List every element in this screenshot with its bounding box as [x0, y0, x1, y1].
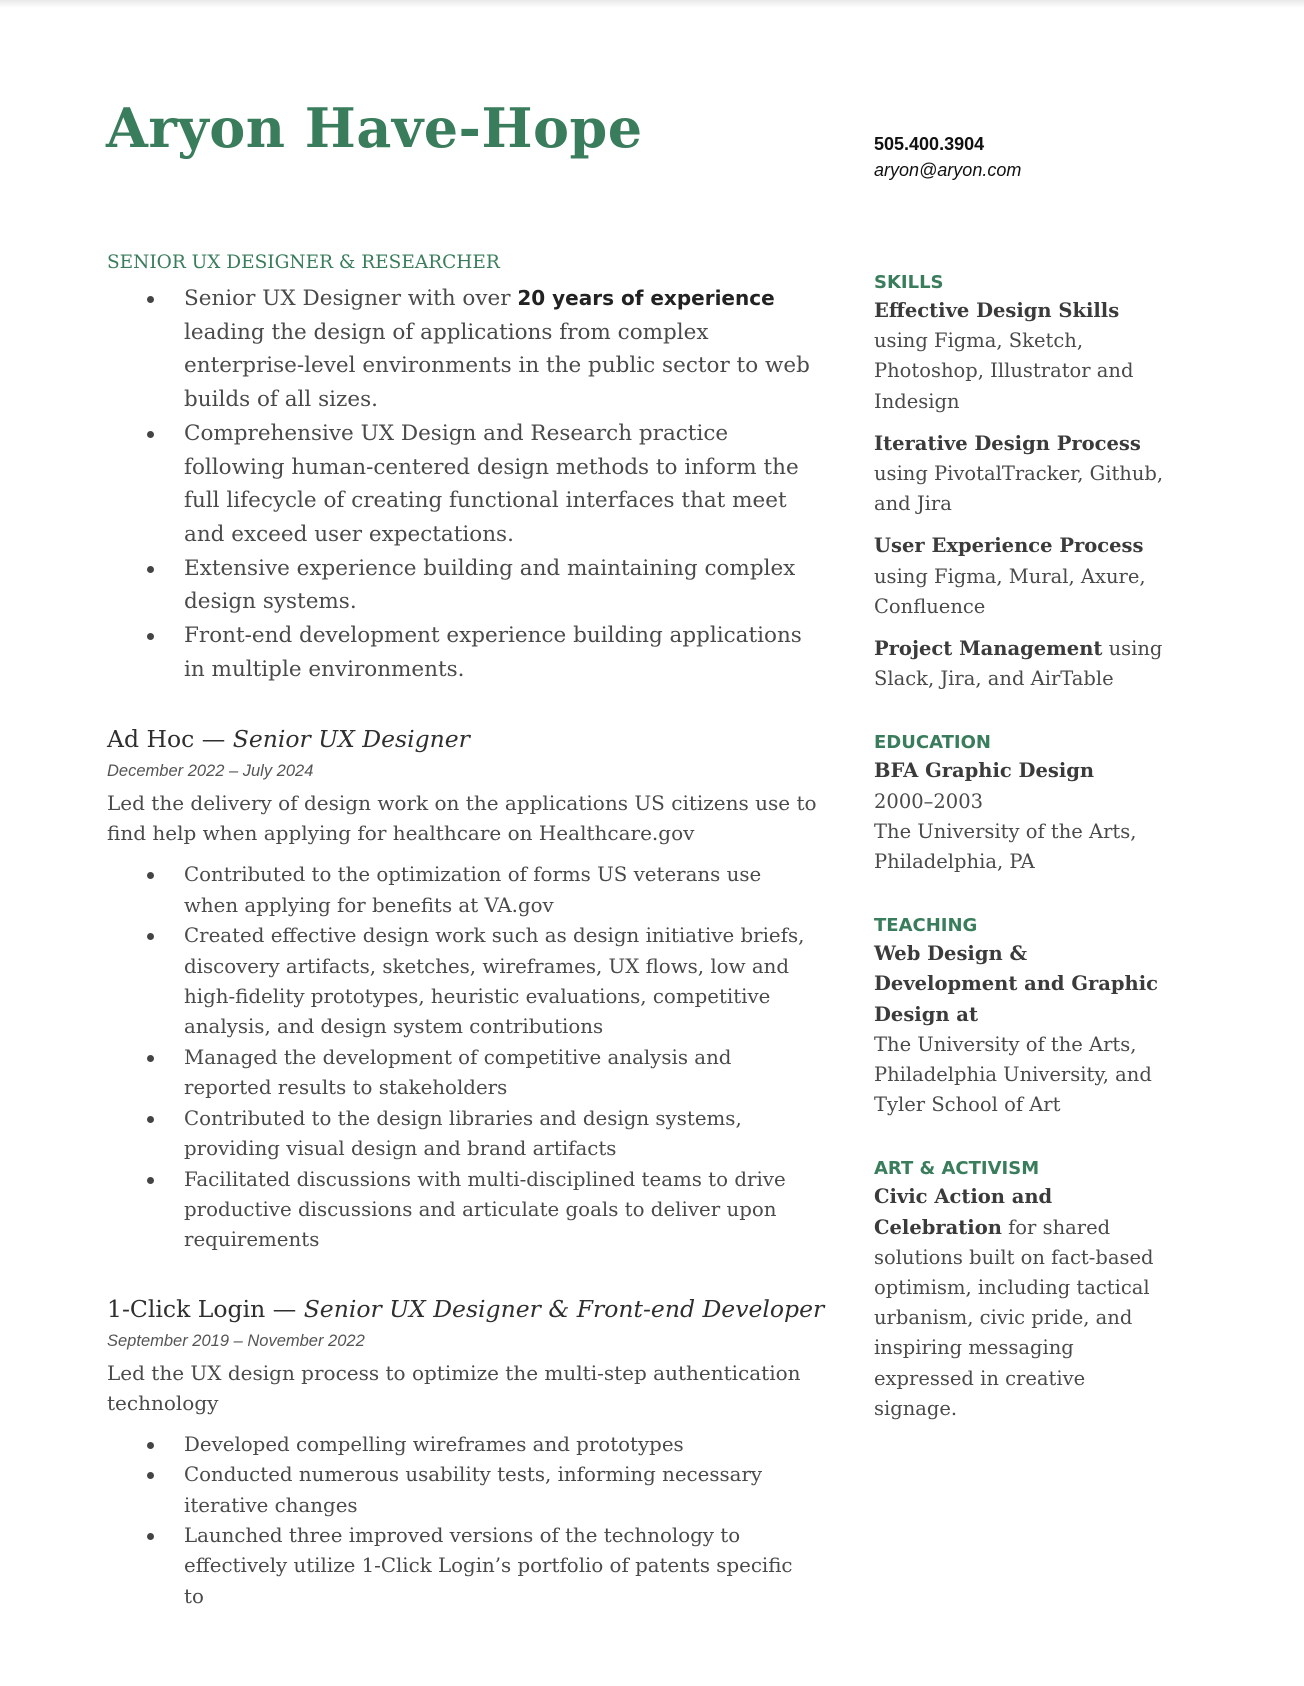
art-activism-section — [874, 1156, 1174, 1424]
sidebar — [874, 270, 1174, 1460]
email-address: aryon@aryon.com — [874, 160, 1022, 180]
school-name: The University of the Arts, Philadelphia, PA — [874, 819, 1137, 874]
job-role: Senior UX Designer & Front-end Developer — [303, 1294, 825, 1323]
job-description: Led the UX design process to optimize the multi-step authentication technology — [107, 1360, 801, 1415]
summary-item — [184, 282, 817, 417]
job-description: Led the delivery of design work on the applications US citizens use to find help when applying for healthcare on Healthcare.gov — [107, 791, 817, 846]
job-role: Senior UX Designer — [232, 725, 470, 754]
skill-entry — [874, 531, 1174, 622]
skill-entry — [874, 296, 1174, 417]
skill-tools: using PivotalTracker, Github, and Jira — [874, 462, 1164, 516]
teaching-subjects: Web Design & Development and Graphic Design at — [874, 942, 1159, 1026]
skills-section — [874, 270, 1174, 694]
job-bullet: Launched three improved versions of the technology to effectively utilize 1-Click Login’s portfolio of patents specific to — [184, 1521, 817, 1612]
professional-title: SENIOR UX DESIGNER & RESEARCHER — [107, 252, 500, 273]
skill-entry — [874, 429, 1174, 520]
job-bullet: Contributed to the design libraries and design systems, providing visual design and brand artifacts — [184, 1104, 817, 1165]
job-entry-ad-hoc — [107, 722, 817, 1255]
section-title-skills: SKILLS — [874, 272, 944, 293]
job-bullets — [107, 860, 817, 1255]
education-entry — [874, 756, 1174, 877]
heading-separator: — — [194, 725, 233, 754]
art-description: for shared solutions built on fact-based optimism, including tactical urbanism, civic pride, and inspiring messaging expressed in creative signage. — [874, 1215, 1154, 1420]
job-heading — [107, 1292, 825, 1326]
job-heading — [107, 722, 817, 756]
skill-name: Project Management — [874, 637, 1103, 661]
job-bullet: Managed the development of competitive analysis and reported results to stakeholders — [184, 1043, 817, 1104]
teaching-section — [874, 913, 1174, 1120]
summary-text: leading the design of applications from complex enterprise-level environments in the public sector to web builds of all sizes. — [184, 319, 810, 413]
company-name: Ad Hoc — [107, 725, 195, 754]
job-entry-1-click-login — [107, 1292, 825, 1612]
education-section — [874, 730, 1174, 877]
summary-list — [107, 282, 817, 686]
skill-entry — [874, 634, 1174, 694]
section-title-art-activism: ART & ACTIVISM — [874, 1158, 1040, 1180]
experience-highlight: 20 years of experience — [517, 286, 775, 310]
main-column — [107, 250, 825, 1612]
page-top-shadow — [0, 0, 1304, 8]
summary-item: Front-end development experience building applications in multiple environments. — [184, 619, 817, 686]
company-name: 1-Click Login — [107, 1294, 266, 1323]
summary-item: Comprehensive UX Design and Research practice following human-centered design methods to inform the full lifecycle of creating functional interfaces that meet and exceed user expectations. — [184, 417, 817, 552]
education-years: 2000–2003 — [874, 789, 984, 813]
teaching-institutions: The University of the Arts, Philadelphia University, and Tyler School of Art — [874, 1032, 1152, 1117]
summary-text: Senior UX Designer with over — [184, 286, 518, 311]
job-dates: December 2022 – July 2024 — [107, 762, 314, 781]
job-bullet: Facilitated discussions with multi-disciplined teams to drive productive discussions and articulate goals to deliver upon requirements — [184, 1165, 817, 1256]
phone-number: 505.400.3904 — [874, 134, 985, 154]
job-bullet: Contributed to the optimization of forms US veterans use when applying for benefits at VA.gov — [184, 860, 817, 921]
skill-name: Effective Design Skills — [874, 299, 1120, 322]
candidate-name: Aryon Have-Hope — [106, 96, 643, 160]
job-bullets — [107, 1430, 817, 1612]
job-bullet: Conducted numerous usability tests, informing necessary iterative changes — [184, 1460, 817, 1521]
section-title-teaching: TEACHING — [874, 915, 978, 937]
degree-name: BFA Graphic Design — [874, 759, 1095, 783]
art-entry — [874, 1182, 1174, 1424]
job-dates: September 2019 – November 2022 — [107, 1331, 365, 1350]
art-heading: Civic Action and Celebration — [874, 1185, 1053, 1239]
skill-name: User Experience Process — [874, 534, 1144, 558]
contact-block — [874, 130, 1021, 182]
skill-tools: using Figma, Sketch, Photoshop, Illustrator and Indesign — [874, 329, 1134, 413]
skill-tools: using Slack, Jira, and AirTable — [874, 637, 1163, 691]
skill-name: Iterative Design Process — [874, 431, 1141, 455]
job-bullet: Developed compelling wireframes and prototypes — [184, 1430, 817, 1460]
section-title-education: EDUCATION — [874, 732, 991, 754]
skill-tools: using Figma, Mural, Axure, Confluence — [874, 564, 1146, 618]
heading-separator: — — [265, 1294, 304, 1323]
summary-item: Extensive experience building and maintaining complex design systems. — [184, 552, 817, 619]
job-bullet: Created effective design work such as design initiative briefs, discovery artifacts, sketches, wireframes, UX flows, low and high-fidelity prototypes, heuristic evaluations, competitive analysis, and design system contributions — [184, 921, 817, 1043]
teaching-entry — [874, 939, 1174, 1120]
